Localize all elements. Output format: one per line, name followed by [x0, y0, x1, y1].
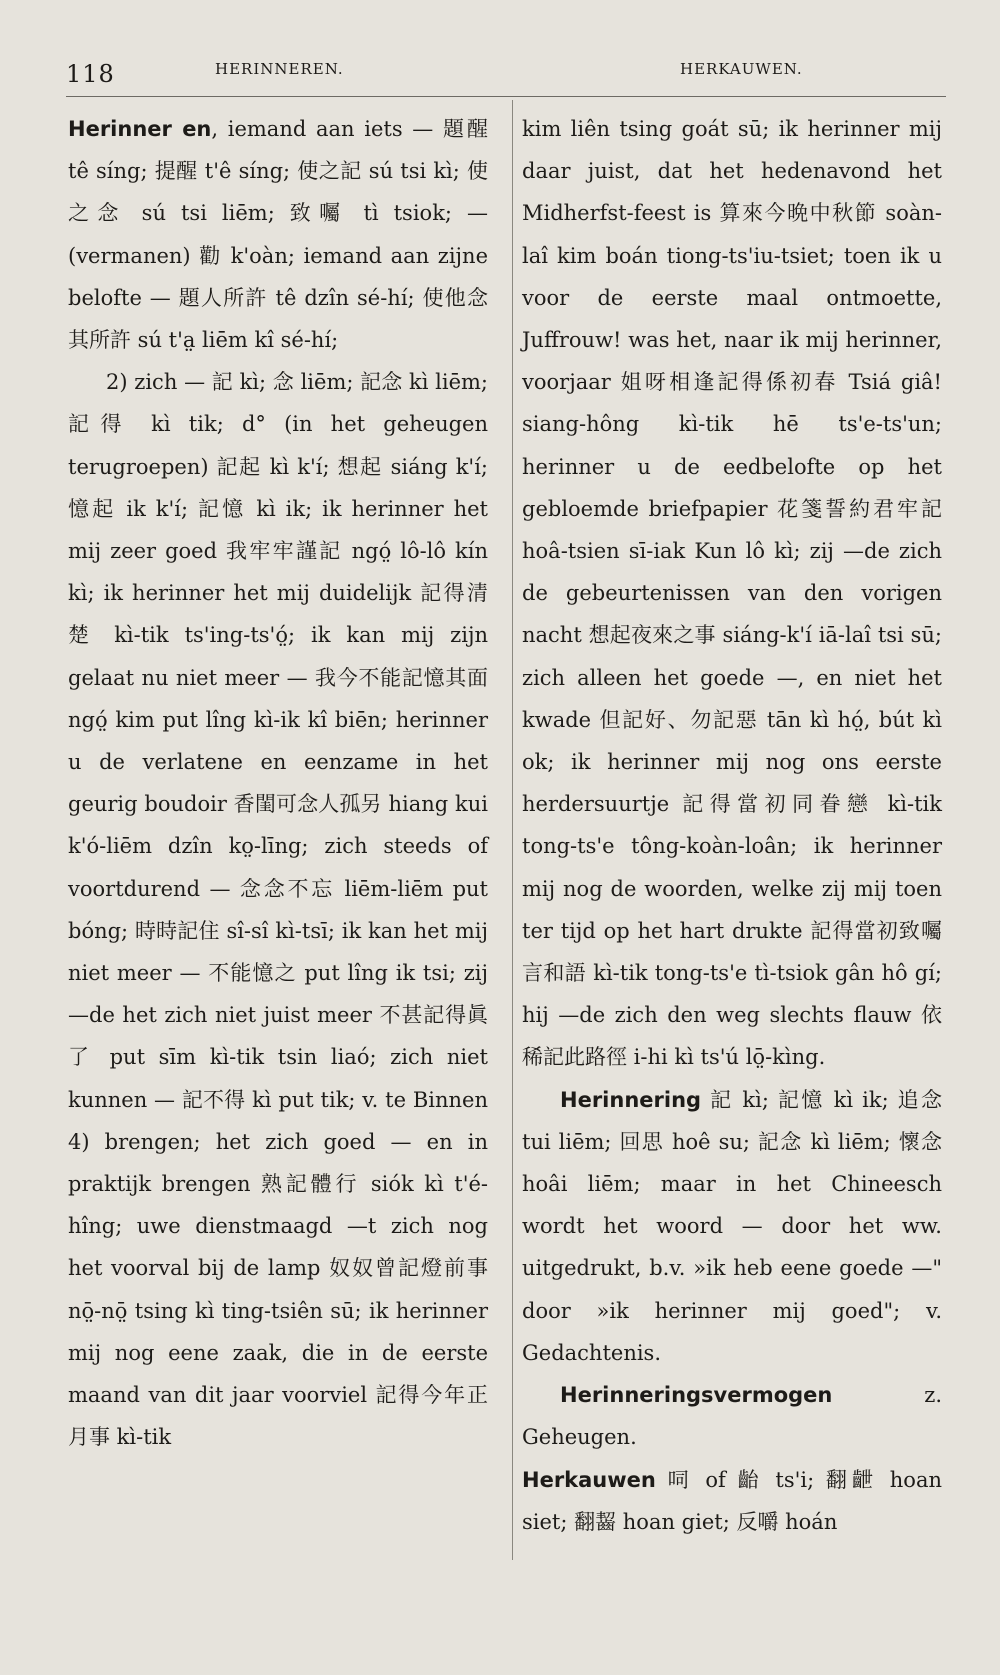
entry-text: , iemand aan iets — 題醒 tê síng; 提醒 t'ê síng; 使之記 sú tsi kì; 使之念 sú tsi liēm; 致囑 tì tsiok; — (vermanen) 勸 k'oàn; iemand aan zijne belofte — 題人所許 tê dzîn sé-hí; 使他念其所許 sú t'a̤ liēm kî sé-hí;: [68, 117, 488, 353]
entry-herinnering: [522, 1079, 942, 1374]
entry-text: 記 kì; 記憶 kì ik; 追念 tui liēm; 回思 hoê su; 記念 kì liēm; 懷念 hoâi liēm; maar in het Chineesch wordt het woord — door het ww. uitgedrukt, b.v. »ik heb eene goede —" door »ik herinner mij goed"; v. Gedachtenis.: [522, 1087, 942, 1365]
entry-herkauwen: [522, 1459, 942, 1543]
sense-2-paragraph: 2) zich — 記 kì; 念 liēm; 記念 kì liēm; 記得 kì tik; d° (in het geheugen terugroepen) 記起 kì k'í; 想起 siáng k'í; 憶起 ik k'í; 記憶 kì ik; ik herinner het mij zeer goed 我牢牢謹記 ngó̤ lô-lô kín kì; ik herinner het mij duidelijk 記得清楚 kì-tik ts'ing-ts'ó̤; ik kan mij zijn gelaat nu niet meer — 我今不能記憶其面 ngó̤ kim put lîng kì-ik kî biēn; herinner u de verlatene en eenzame in het geurig boudoir 香閨可念人孤另 hiang kui k'ó-liēm dzîn ko̤-līng; zich steeds of voortdurend — 念念不忘 liēm-liēm put bóng; 時時記住 sî-sî kì-tsī; ik kan het mij niet meer — 不能憶之 put lîng ik tsi; zij —de het zich niet juist meer 不甚記得眞了 put sīm kì-tik tsin liaó; zich niet kunnen — 記不得 kì put tik; v. te Binnen 4) brengen; het zich goed — en in praktijk brengen 熟記體行 siók kì t'é-hîng; uwe dienstmaagd —t zich nog het voorval bij de lamp 奴奴曾記燈前事 nō̤-nō̤ tsing kì ting-tsiên sū; ik herinner mij nog eene zaak, die in de eerste maand van dit jaar voorviel 記得今年正月事 kì-tik: [68, 370, 488, 1450]
entry-text: 呞 of 齝 ts'i; 翻齛 hoan siet; 翻齧 hoan giet; 反嚼 hoán: [522, 1467, 942, 1534]
continued-paragraph: kim liên tsing goát sū; ik herinner mij daar juist, dat het hedenavond het Midherfst-feest is 算來今晩中秋節 soàn-laî kim boán tiong-ts'iu-tsiet; toen ik u voor de eerste maal ontmoette, Juffrouw! was het, naar ik mij herinner, voorjaar 姐呀相逢記得係初春 Tsiá giâ! siang-hông kì-tik hē ts'e-ts'un; herinner u de eedbelofte op het gebloemde briefpapier 花箋誓約君牢記 hoâ-tsien sī-iak Kun lô kì; zij —de zich de gebeurtenissen van den vorigen nacht 想起夜來之事 siáng-k'í iā-laî tsi sū; zich alleen het goede —, en niet het kwade 但記好、勿記惡 tān kì hó̤, bút kì ok; ik herinner mij nog ons eerste herdersuurtje 記得當初同眷戀 kì-tik tong-ts'e tông-koàn-loân; ik herinner mij nog de woorden, welke zij mij toen ter tijd op het hart drukte 記得當初致囑言和語 kì-tik tong-ts'e tì-tsiok gân hô gí; hij —de zich den weg slechts flauw 依稀記此路徑 i-hi kì ts'ú lō̤-kìng.: [522, 117, 942, 1070]
left-running-head: HERINNEREN.: [215, 60, 344, 78]
right-column: [522, 108, 942, 1543]
entry-text: z. Geheugen.: [522, 1383, 942, 1450]
headword: Herinner en: [68, 117, 212, 141]
column-divider: [512, 100, 513, 1560]
entry-herinneringsvermogen: [522, 1374, 942, 1458]
headword: Herinneringsvermogen: [560, 1383, 833, 1408]
right-running-head: HERKAUWEN.: [680, 60, 803, 78]
entry-herinneren: [68, 108, 488, 361]
headword: Herkauwen: [522, 1467, 656, 1492]
header-rule: [66, 96, 946, 97]
headword: Herinnering: [560, 1087, 702, 1112]
left-column: [68, 108, 488, 1459]
page-number: 118: [66, 60, 115, 88]
